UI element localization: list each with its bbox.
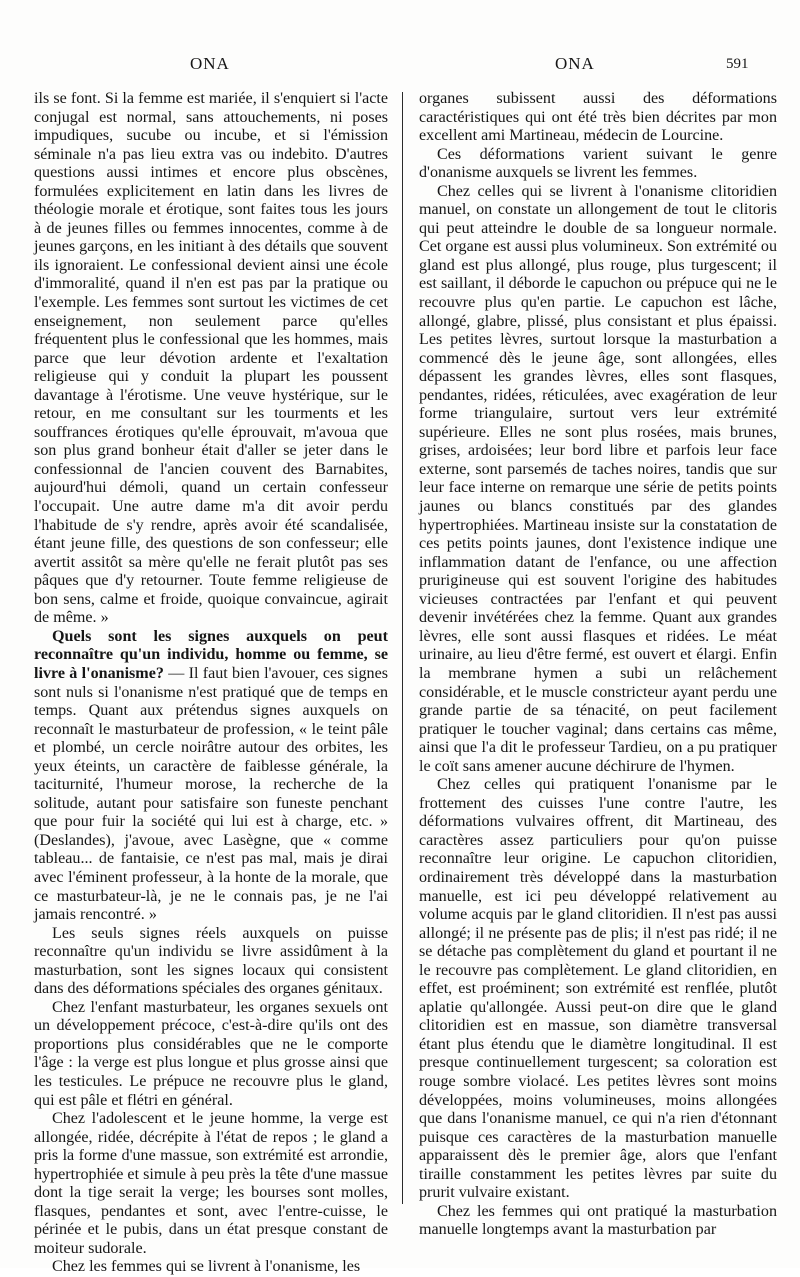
paragraph-continuation xyxy=(419,90,777,146)
paragraph xyxy=(419,183,777,777)
column-divider xyxy=(402,92,403,1204)
paragraph-text: Ces déformations varient suivant le genre d'onanisme auxquels se livrent les femmes. xyxy=(419,145,777,182)
paragraph xyxy=(34,999,388,1110)
paragraph-text: Chez l'enfant masturbateur, les organes sexuels ont un développement précoce, c'est-à-dire qu'ils ont des proportions plus considérables que ne le comporte l'âge : la verge est plus longue et plus grosse ainsi que les testicules. Le prépuce ne recouvre plus le gland, qui est pâle et flétri en général. xyxy=(34,998,388,1109)
running-title-right: ONA xyxy=(555,54,595,73)
question-heading: Quels sont les signes auxquels on peut reconnaître qu'un individu, homme ou femme, se livre à l'onanisme? xyxy=(34,627,388,682)
paragraph-continuation xyxy=(34,90,388,628)
paragraph-text: Chez les femmes qui se livrent à l'onanisme, les xyxy=(52,1258,361,1276)
running-header xyxy=(0,54,800,78)
running-title-left: ONA xyxy=(190,54,230,73)
paragraph-text: Chez l'adolescent et le jeune homme, la verge est allongée, ridée, décrépite à l'état de repos ; le gland a pris la forme d'une massue, son extrémité est arrondie, hypertrophiée et simule à peu près la tête d'une massue dont la tige serait la verge; les bourses sont molles, flasques, pendantes et sont, avec l'entre-cuisse, le périnée et le pubis, dans un état presque constant de moiteur sudorale. xyxy=(34,1110,388,1257)
paragraph-text: Chez les femmes qui ont pratiqué la masturbation manuelle longtemps avant la masturbation par xyxy=(419,1202,777,1239)
paragraph-question xyxy=(34,628,388,925)
paragraph xyxy=(419,776,777,1203)
left-column xyxy=(34,90,388,1277)
paragraph xyxy=(34,1110,388,1258)
paragraph-text: Chez celles qui se livrent à l'onanisme clitoridien manuel, on constate un allongement de tout le clitoris qui peut atteindre le double de sa longueur normale. Cet organe est aussi plus volumineux. Son extrémité ou gland est plus allongé, plus rouge, plus turgescent; il est saillant, il déborde le capuchon ou prépuce qui ne le recouvre plus qu'en partie. Le capuchon est lâche, allongé, glabre, plissé, plus consistant et plus épaissi. Les petites lèvres, surtout lorsque la masturbation a commencé dès le jeune âge, sont allongées, elles dépassent les grandes lèvres, elles sont flasques, pendantes, ridées, réticulées, avec exagération de leur forme triangulaire, surtout vers leur extrémité supérieure. Elles ne sont plus rosées, mais brunes, grises, ardoisées; leur bord libre et parfois leur face externe, sont parsemés de taches noires, tandis que sur leur face interne on remarque une série de petits points jaunes ou blancs constitués par des glandes hypertrophiées. Martineau insiste sur la constatation de ces petits points jaunes, dont l'existence indique une inflammation datant de l'enfance, ou une affection prurigineuse qui est souvent l'origine des habitudes vicieuses contractées par l'enfant et qui peuvent devenir invétérées chez la femme. Quant aux grandes lèvres, elle sont aussi flasques et ridées. Le méat urinaire, au lieu d'être fermé, est ouvert et élargi. Enfin la membrane hymen a subi un relâchement considérable, et le muscle constricteur ayant perdu une grande partie de sa ténacité, on peut facilement pratiquer le toucher vaginal; dans certains cas même, ainsi que l'a dit le professeur Tardieu, on a pu pratiquer le coït sans amener aucune déchirure de l'hymen. xyxy=(419,182,777,775)
paragraph xyxy=(419,1203,777,1240)
page-number: 591 xyxy=(726,56,749,72)
right-column xyxy=(419,90,777,1240)
paragraph-text: Les seuls signes réels auxquels on puisse reconnaître qu'un individu se livre assidûment à la masturbation, sont les signes locaux qui consistent dans des déformations spéciales des organes génitaux. xyxy=(34,924,388,998)
paragraph-text: Chez celles qui pratiquent l'onanisme par le frottement des cuisses l'une contre l'autre, les déformations vulvaires offrent, dit Martineau, des caractères assez particuliers pour qu'on puisse reconnaître leur origine. Le capuchon clitoridien, ordinairement très développé dans la masturbation manuelle, est ici peu développé relativement au volume acquis par le gland clitoridien. Il n'est pas aussi allongé; il ne présente pas de plis; il n'est pas ridé; il ne se détache pas complètement du gland et pourtant il ne le recouvre pas complètement. Le gland clitoridien, en effet, est proéminent; son extrémité est renflée, plutôt aplatie qu'allongée. Aussi peut-on dire que le gland clitoridien est en massue, son diamètre transversal étant plus étendu que le diamètre longitudinal. Il est presque continuellement turgescent; sa coloration est rouge sombre violacé. Les petites lèvres sont moins développées, moins volumineuses, moins allongées que dans l'onanisme manuel, ce qui n'a rien d'étonnant puisque ces caractères de la masturbation manuelle apparaissent dès le premier âge, alors que l'enfant tiraille constamment les petites lèvres par suite du prurit vulvaire existant. xyxy=(419,776,777,1202)
paragraph-text: organes subissent aussi des déformations caractéristiques qui ont été très bien décrites par mon excellent ami Martineau, médecin de Lourcine. xyxy=(419,90,777,145)
paragraph xyxy=(419,146,777,183)
paragraph xyxy=(34,925,388,999)
paragraph-text: ils se font. Si la femme est mariée, il s'enquiert si l'acte conjugal est normal, sans attouchements, ni poses impudiques, sucube ou incube, et si l'émission séminale n'a pas lieu extra vas ou indebito. D'autres questions aussi intimes et encore plus obscènes, formulées explicitement en latin dans les livres de théologie morale et érotique, sont faites tous les jours à de jeunes filles ou femmes innocentes, comme à de jeunes garçons, en les initiant à des détails que souvent ils ignoraient. Le confessional devient ainsi une école d'immoralité, quand il n'en est pas par la pratique ou l'exemple. Les femmes sont surtout les victimes de cet enseignement, non seulement parce qu'elles fréquentent plus le confessional que les hommes, mais parce que leur dévotion ardente et l'exaltation religieuse qui y conduit la plupart les poussent davantage à l'érotisme. Une veuve hystérique, sur le retour, en me consultant sur les tourments et les souffrances érotiques qu'elle éprouvait, m'avoua que son plus grand bonheur était d'aller se jeter dans le confessionnal de l'ancien couvent des Barnabites, aujourd'hui démoli, quand un certain confesseur l'occupait. Une autre dame m'a dit avoir perdu l'habitude de s'y rendre, après avoir été scandalisée, étant jeune fille, des questions de son confesseur; elle avertit assitôt sa mère qu'elle ne ferait plutôt pas ses pâques que d'y retourner. Toute femme religieuse de bon sens, calme et froide, quoique convaincue, agirait de même. » xyxy=(34,90,388,627)
paragraph-text: — Il faut bien l'avouer, ces signes sont nuls si l'onanisme n'est pratiqué que de temps en temps. Quant aux prétendus signes auxquels on reconnaît le masturbateur de profession, « le teint pâle et plombé, un cercle noirâtre autour des orbites, les yeux éteints, un caractère de faiblesse générale, la taciturnité, l'humeur morose, la recherche de la solitude, autant pour satisfaire son funeste penchant que pour fuir la société qui lui est à charge, etc. » (Deslandes), j'avoue, avec Lasègne, que « comme tableau... de fantaisie, ce n'est pas mal, mais je dirai avec l'éminent professeur, à la honte de la morale, que ce masturbateur-là, je ne le connais pas, je ne l'ai jamais rencontré. » xyxy=(34,664,388,924)
